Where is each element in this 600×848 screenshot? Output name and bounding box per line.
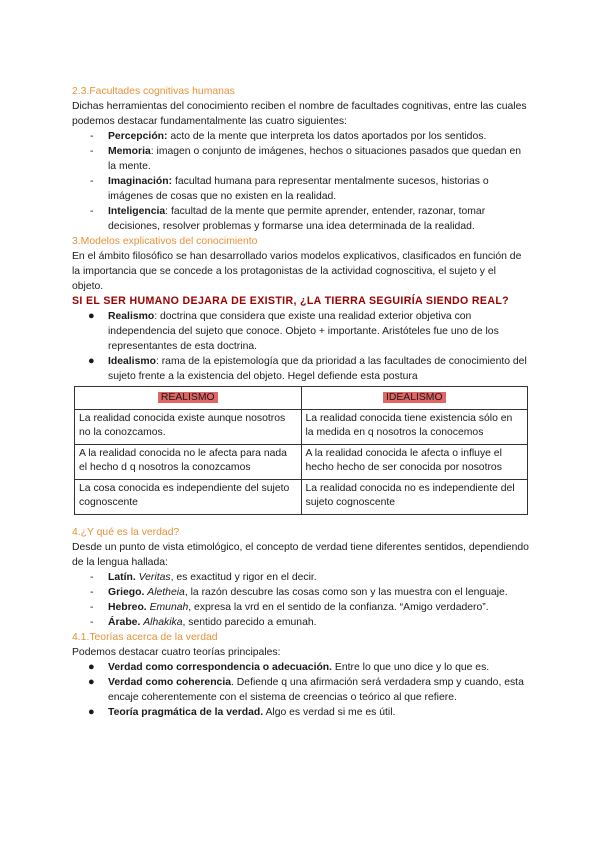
- paragraph: Dichas herramientas del conocimiento reciben el nombre de facultades cognitivas, entre las cuales podemos destacar fundamentalmente las cuatro siguientes:: [72, 101, 527, 127]
- list-item: ● Realismo: doctrina que considera que existe una realidad exterior objetiva con independencia del sujeto que conoce. Objeto + importante. Aristóteles fue uno de los representantes de esta doctrina.: [88, 310, 499, 352]
- list-item: - Inteligencia: facultad de la mente que permite aprender, entender, razonar, tomar decisiones, resolver problemas y formarse una idea determinada de la realidad.: [90, 206, 486, 232]
- section-heading-4: 4.¿Y qué es la verdad?: [72, 527, 180, 538]
- list-item: - Hebreo. Emunah, expresa la vrd en el sentido de la confianza. “Amigo verdadero”.: [90, 602, 489, 613]
- faculties-list: [72, 129, 530, 234]
- list-item: - Latín. Veritas, es exactitud y rigor en el decir.: [90, 572, 317, 583]
- paragraph: Desde un punto de vista etimológico, el concepto de verdad tiene diferentes sentidos, dependiendo de la lengua hallada:: [72, 542, 529, 568]
- section-heading-3: 3.Modelos explicativos del conocimiento: [72, 236, 258, 247]
- table-header-cell: IDEALISMO: [301, 387, 528, 410]
- paragraph: Podemos destacar cuatro teorías principales:: [72, 647, 281, 658]
- table-cell: La realidad conocida existe aunque nosotros no la conozcamos.: [75, 410, 302, 445]
- table-header-cell: REALISMO: [75, 387, 302, 410]
- list-item: - Árabe. Alhakika, sentido parecido a emunah.: [90, 617, 317, 628]
- models-list: [72, 309, 530, 384]
- document-page: [72, 84, 530, 720]
- etymology-list: [72, 570, 530, 630]
- theories-list: [72, 660, 530, 720]
- list-item: ● Verdad como coherencia. Defiende q una afirmación será verdadera smp y cuando, esta encaje coherentemente con el sistema de creencias o teórico al que refiere.: [88, 676, 524, 703]
- section-heading-4-1: 4.1.Teorías acerca de la verdad: [72, 632, 218, 643]
- table-cell: A la realidad conocida le afecta o influye el hecho hecho de ser conocida por nosotros: [301, 445, 528, 480]
- paragraph: En el ámbito filosófico se han desarrollado varios modelos explicativos, clasificados en función de la importancia que se concede a los protagonistas de la actividad cognoscitiva, el sujeto y el objeto.: [72, 251, 522, 292]
- table-row: [75, 480, 528, 515]
- section-heading-2-3: 2.3.Facultades cognitivas humanas: [72, 86, 235, 97]
- list-item: - Griego. Aletheia, la razón descubre las cosas como son y las muestra con el lenguaje.: [90, 587, 508, 598]
- list-item: ● Verdad como correspondencia o adecuación. Entre lo que uno dice y lo que es.: [88, 661, 490, 673]
- comparison-table: [74, 386, 528, 515]
- list-item: - Memoria: imagen o conjunto de imágenes, hechos o situaciones pasados que quedan en la mente.: [90, 146, 522, 172]
- list-item: - Percepción: acto de la mente que interpreta los datos aportados por los sentidos.: [90, 131, 487, 142]
- table-header-row: [75, 387, 528, 410]
- list-item: ● Teoría pragmática de la verdad. Algo es verdad si me es útil.: [88, 706, 396, 718]
- table-cell: La realidad conocida no es independiente del sujeto cognoscente: [301, 480, 528, 515]
- table-cell: La cosa conocida es independiente del sujeto cognoscente: [75, 480, 302, 515]
- list-item: ● Idealismo: rama de la epistemología que da prioridad a las facultades de conocimiento del sujeto frente a la existencia del objeto. Hegel defiende esta postura: [88, 355, 527, 382]
- table-cell: La realidad conocida tiene existencia sólo en la medida en q nosotros la conocemos: [301, 410, 528, 445]
- table-row: [75, 445, 528, 480]
- table-row: [75, 410, 528, 445]
- list-item: - Imaginación: facultad humana para representar mentalmente sucesos, historias o imágenes de cosas que no existen en la realidad.: [90, 176, 489, 202]
- question-heading: SI EL SER HUMANO DEJARA DE EXISTIR, ¿LA TIERRA SEGUIRÍA SIENDO REAL?: [72, 295, 509, 307]
- table-cell: A la realidad conocida no le afecta para nada el hecho d q nosotros la conozcamos: [75, 445, 302, 480]
